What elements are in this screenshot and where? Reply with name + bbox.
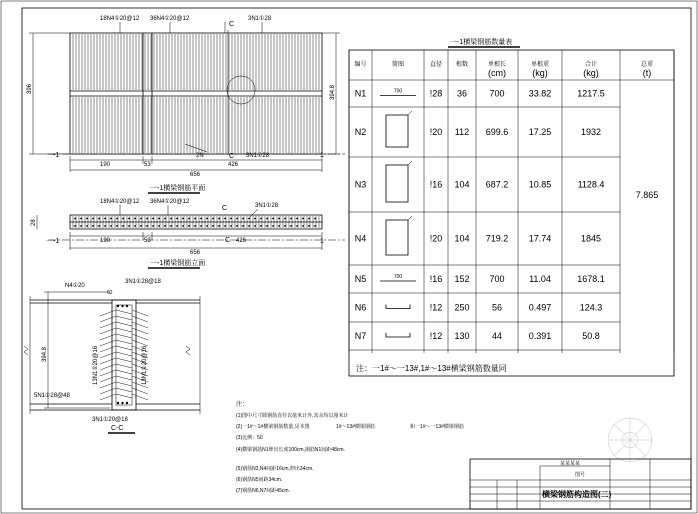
table-sketch-stirrup [386, 165, 408, 202]
cc-tie [132, 310, 148, 316]
elev-bar-dot [272, 218, 274, 220]
cc-tie [132, 334, 148, 340]
cc-tie [100, 394, 116, 400]
elev-bar-dot [296, 225, 298, 227]
cc-beam-rib [112, 300, 136, 410]
elev-bar-dot [158, 225, 160, 227]
cc-main-bar [126, 402, 128, 404]
cc-tie [116, 364, 132, 368]
elevation-view [31, 198, 345, 268]
cc-tie [132, 322, 148, 328]
cc-tie [100, 352, 116, 358]
elev-bar-dot [242, 225, 244, 227]
table-cell: 1217.5 [577, 88, 605, 99]
cc-tie [116, 382, 132, 386]
table-header-cell: 合计 [584, 62, 598, 68]
plan-label-top-right: 3N1①28 [248, 16, 272, 22]
elev-bar-dot [188, 225, 190, 227]
plan-label-top-mid: 36N4①20@12 [150, 16, 190, 22]
table-cell: !16 [429, 179, 443, 190]
elev-bar-dot [302, 218, 304, 220]
cc-tie [100, 376, 116, 382]
table-cell: N1 [354, 88, 367, 99]
table-cell: 130 [454, 331, 470, 341]
note-1: (1)图中尺寸除钢筋直径以毫米计外,其余均以厘米计 [236, 413, 349, 419]
table-cell: N4 [354, 233, 367, 244]
elev-bar-dot [314, 218, 316, 220]
elev-bar-dot [164, 225, 166, 227]
table-cell: 44 [491, 331, 503, 341]
table-cell: N6 [354, 302, 367, 313]
plan-label-bottom-right: 3N1①28 [246, 153, 270, 159]
cc-tie [116, 370, 132, 374]
elev-bar-dot [224, 218, 226, 220]
note-6: (6)钢筋N5间距34cm. [236, 477, 283, 483]
table-cell: 17.74 [528, 233, 552, 244]
table-cell: !28 [429, 88, 443, 99]
table-cell: !20 [429, 233, 443, 244]
cc-label-bottom-mid: 3N1①20@18 [92, 417, 128, 423]
table-header-cell: 总重 [640, 62, 654, 68]
elev-bar-dot [86, 225, 88, 227]
elev-label-right: 3N1①28 [255, 203, 279, 209]
elev-bar-dot [152, 225, 154, 227]
plan-label-bottom-left: 2N [196, 153, 204, 159]
elev-bar-dot [170, 218, 172, 220]
table-header-cell: 直径 [429, 62, 443, 68]
elev-bar-dot [218, 218, 220, 220]
elev-bar-dot [230, 225, 232, 227]
plan-dim-right-height: 394.8 [330, 84, 336, 100]
table-cell: 1678.1 [577, 274, 605, 284]
elev-bar-dot [248, 225, 250, 227]
cc-tie [100, 370, 116, 376]
note-4: (4)横梁钢筋N1伸出长度100cm,钢筋N1间距48cm. [236, 447, 345, 453]
cc-rebar-ties [100, 305, 148, 404]
cc-tie [100, 310, 116, 316]
plan-dim-right: 426 [228, 162, 239, 168]
elev-bar-dot [134, 225, 136, 227]
elev-bar-dot [188, 218, 190, 220]
cc-tie [116, 394, 132, 398]
table-cell: 33.82 [528, 88, 552, 99]
notes-title: 注： [236, 402, 249, 408]
elev-bar-dot [266, 225, 268, 227]
cc-label-bottom-left: 5N1①28@48 [34, 393, 70, 399]
elev-bar-dot [74, 225, 76, 227]
table-cell: !12 [429, 331, 443, 341]
table-header-unit: (t) [642, 68, 652, 78]
table-grand-total: 7.865 [635, 190, 659, 200]
table-cell: 104 [454, 233, 470, 244]
elev-bar-dot [176, 225, 178, 227]
elev-bar-dot [116, 218, 118, 220]
table-cell: 1128.4 [577, 179, 605, 190]
elev-bar-dot [296, 218, 298, 220]
note-2: (2)一1#～1#横梁钢筋数量,见本图 [236, 424, 310, 430]
elev-bar-dot [80, 225, 82, 227]
table-cell: !12 [429, 302, 443, 313]
title-sheet-label: 图号 [575, 472, 586, 478]
cc-tie [100, 388, 116, 394]
table-cell: !20 [429, 127, 443, 137]
elev-bar-dot [200, 218, 202, 220]
elev-bar-dot [164, 218, 166, 220]
cc-dim-height: 394.8 [42, 346, 48, 362]
cc-tie [116, 310, 132, 314]
table-sketch-stirrup [386, 220, 408, 255]
elev-bar-dot [104, 225, 106, 227]
plan-section-mark-left: 一-1 [46, 152, 60, 159]
cc-tie [116, 352, 132, 356]
elev-bar-dot [146, 225, 148, 227]
cc-tie [100, 334, 116, 340]
elev-bar-dot [146, 218, 148, 220]
cc-tie [132, 394, 148, 400]
cc-tie [116, 346, 132, 350]
cc-tie [100, 340, 116, 346]
elev-bar-dot [248, 218, 250, 220]
elev-bar-dot [230, 218, 232, 220]
elev-bar-dot [302, 225, 304, 227]
notes-extra-b: 和一1#～一13#横梁钢筋 [410, 424, 464, 430]
elev-bar-dot [236, 218, 238, 220]
cc-tie [100, 382, 116, 388]
elev-bar-dot [278, 225, 280, 227]
table-header-unit: (cm) [488, 68, 506, 78]
elev-bar-dot [278, 218, 280, 220]
elev-bar-dot [158, 218, 160, 220]
table-sketch-hook [408, 161, 412, 165]
cc-main-bar [121, 402, 123, 404]
elev-bar-dot [194, 225, 196, 227]
elev-bar-dot [254, 225, 256, 227]
elev-dim-mid: 53 [144, 238, 151, 244]
table-header-cell: 根数 [455, 62, 469, 68]
table-header-unit: (kg) [532, 68, 548, 78]
table-cell: 112 [454, 127, 470, 137]
elev-bar-dot [194, 218, 196, 220]
elev-bar-dot [314, 225, 316, 227]
elev-dim-right: 426 [236, 238, 247, 244]
elev-bar-dot [182, 225, 184, 227]
cc-main-bar [117, 305, 119, 307]
cc-tie [116, 322, 132, 326]
elev-bar-dot [284, 218, 286, 220]
elev-bar-dot [200, 225, 202, 227]
elev-bar-dot [98, 225, 100, 227]
title-drawing: 横梁钢筋构造图(二) [542, 490, 612, 499]
elev-bar-dot [260, 218, 262, 220]
elev-bar-dot [140, 225, 142, 227]
elev-dim-height: 28 [31, 219, 37, 226]
notes-extra-a: 1#～13#横梁钢筋 [336, 424, 375, 430]
table-cell: N3 [354, 179, 367, 190]
table-sketch-hook [408, 111, 412, 115]
cc-tie [132, 316, 148, 322]
table-footnote: 注：一1#～一13#,1#～13#横梁钢筋数量同 [356, 364, 507, 373]
cc-main-bar [126, 305, 128, 307]
plan-dim-total: 656 [190, 172, 201, 178]
plan-caption: 一-1横梁钢筋平面 [150, 185, 206, 192]
elev-bar-dot [110, 218, 112, 220]
table-cell: 10.85 [528, 179, 552, 190]
cc-main-bar [121, 305, 123, 307]
elev-bar-dot [308, 218, 310, 220]
table-cell: 1932 [580, 127, 602, 137]
cc-label-top-right: 3N1①28@18 [125, 279, 161, 285]
plan-rebar-stirrups [73, 34, 319, 153]
elev-bar-dot [242, 218, 244, 220]
table-cell: 700 [489, 88, 505, 99]
cc-label-side-right: 13N1①20@16 [142, 345, 148, 385]
note-3: (3)比例：50 [236, 435, 263, 441]
table-sketch-tie [386, 333, 410, 337]
elev-bar-dot [80, 218, 82, 220]
elev-bar-dot [206, 218, 208, 220]
table-sketch-stirrup [386, 115, 408, 147]
elev-bar-dot [290, 218, 292, 220]
table-header-cell: 单根重 [530, 62, 550, 68]
elev-bar-dot [176, 218, 178, 220]
elev-bar-dot [98, 218, 100, 220]
elev-bar-dot [224, 225, 226, 227]
elev-dim-left: 190 [100, 238, 111, 244]
elev-bar-dot [290, 225, 292, 227]
table-sketch-dim: 700 [393, 88, 403, 95]
elev-bar-dot [74, 218, 76, 220]
elev-bar-dot [260, 225, 262, 227]
notes-block [236, 400, 464, 494]
cc-tie [116, 316, 132, 320]
cc-label-top-left: N4①20 [65, 283, 85, 289]
cc-tie [116, 358, 132, 362]
table-sketch-tie [386, 305, 410, 309]
elev-dim-total: 656 [190, 250, 201, 256]
elev-bar-dot [236, 225, 238, 227]
cc-tie [132, 388, 148, 394]
cc-tie [116, 340, 132, 344]
cc-tie [100, 346, 116, 352]
cc-tie [100, 358, 116, 364]
elev-bar-dot [140, 218, 142, 220]
table-cell: 0.497 [528, 302, 552, 313]
table-cell: 250 [454, 302, 470, 313]
elev-bar-dot [128, 218, 130, 220]
table-cell: !16 [429, 274, 443, 284]
cc-tie [116, 328, 132, 332]
cc-main-bar [117, 402, 119, 404]
title-project: 某某某某 [560, 461, 581, 467]
table-cell: 11.04 [529, 274, 551, 284]
elev-section-mark-right: 1 [320, 238, 324, 245]
plan-dim-mid: 53 [144, 162, 151, 168]
elev-bar-dot [284, 225, 286, 227]
elev-bar-dot [254, 218, 256, 220]
elev-bar-dot [272, 225, 274, 227]
rebar-table [349, 37, 674, 376]
cc-tie [116, 334, 132, 338]
elev-bar-dot [122, 225, 124, 227]
table-cell: 124.3 [579, 302, 603, 313]
table-title: 一-1横梁钢筋数量表 [450, 39, 513, 46]
table-cell: 699.6 [485, 127, 509, 137]
cc-tie [132, 328, 148, 334]
elev-bar-dot [110, 225, 112, 227]
plan-dim-left-height: 396 [27, 83, 33, 94]
elev-bar-dot [308, 225, 310, 227]
cc-dim-top: 62 [107, 290, 113, 296]
cc-tie [116, 388, 132, 392]
cc-tie [100, 316, 116, 322]
elev-bar-dot [92, 225, 94, 227]
table-cell: N7 [354, 331, 367, 341]
elev-bar-dot [170, 225, 172, 227]
elev-label-left: 18N4①20@12 [100, 199, 140, 205]
cc-tie [116, 376, 132, 380]
table-cell: N2 [354, 127, 367, 137]
elev-label-mid: 36N4①20@12 [150, 199, 190, 205]
table-cell: 0.391 [528, 331, 552, 341]
elev-bar-dot [128, 225, 130, 227]
plan-section-mark-right: 1 [320, 152, 324, 159]
cc-label-side-left: 13N1①20@16 [93, 345, 99, 385]
cc-tie [132, 340, 148, 346]
elev-bar-dot [182, 218, 184, 220]
elev-bar-dot [218, 225, 220, 227]
table-sketch-dim: 700 [393, 274, 403, 280]
elev-caption: 一-1横梁钢筋立面 [150, 260, 206, 267]
cc-tie [100, 364, 116, 370]
table-cell: N5 [354, 274, 367, 284]
elev-bar-dot [266, 218, 268, 220]
elev-bar-dot [212, 225, 214, 227]
elev-bar-dot [134, 218, 136, 220]
table-cell: 719.2 [485, 233, 509, 244]
section-cc [24, 278, 200, 433]
elev-bar-dot [152, 218, 154, 220]
table-header-unit: (kg) [583, 68, 599, 78]
watermark-icon [608, 418, 652, 462]
table-cell: 1845 [580, 233, 602, 244]
table-cell: 36 [456, 88, 468, 99]
elev-section-mark-left: 一-1 [46, 238, 60, 245]
table-sketch-hook [408, 216, 412, 220]
table-header-cell: 简图 [391, 62, 405, 68]
plan-view [27, 15, 345, 193]
elev-bar-dot [116, 225, 118, 227]
table-cell: 56 [491, 302, 503, 313]
plan-section-mark-bottom: C [229, 153, 235, 160]
elev-bar-dot [212, 218, 214, 220]
table-header-cell: 单根长 [487, 62, 507, 68]
table-cell: 700 [489, 274, 505, 284]
elev-bar-dot [92, 218, 94, 220]
elev-bar-dot [86, 218, 88, 220]
table-cell: 104 [454, 179, 470, 190]
title-block [470, 418, 691, 509]
cc-caption: C-C [111, 425, 124, 432]
table-cell: 687.2 [485, 179, 509, 190]
plan-dim-left: 190 [100, 162, 111, 168]
elev-bar-dot [104, 218, 106, 220]
table-cell: 17.25 [528, 127, 552, 137]
plan-section-mark-top: C [229, 21, 235, 28]
inner-border [22, 8, 691, 509]
elev-section-mark-bottom: C [225, 237, 231, 244]
cc-tie [100, 322, 116, 328]
elev-section-mark: C [222, 205, 228, 212]
plan-label-top-left: 18N4①20@12 [100, 16, 140, 22]
note-7: (7)钢筋N6,N7间距45cm. [236, 488, 290, 494]
elev-bar-dot [206, 225, 208, 227]
note-5: (5)钢筋N3,N4间距16cm,伸出34cm. [236, 466, 314, 472]
elev-bar-dot [122, 218, 124, 220]
table-header-cell: 编号 [354, 62, 367, 68]
table-cell: 152 [454, 274, 470, 284]
table-cell: 50.8 [582, 331, 600, 341]
cc-tie [100, 328, 116, 334]
